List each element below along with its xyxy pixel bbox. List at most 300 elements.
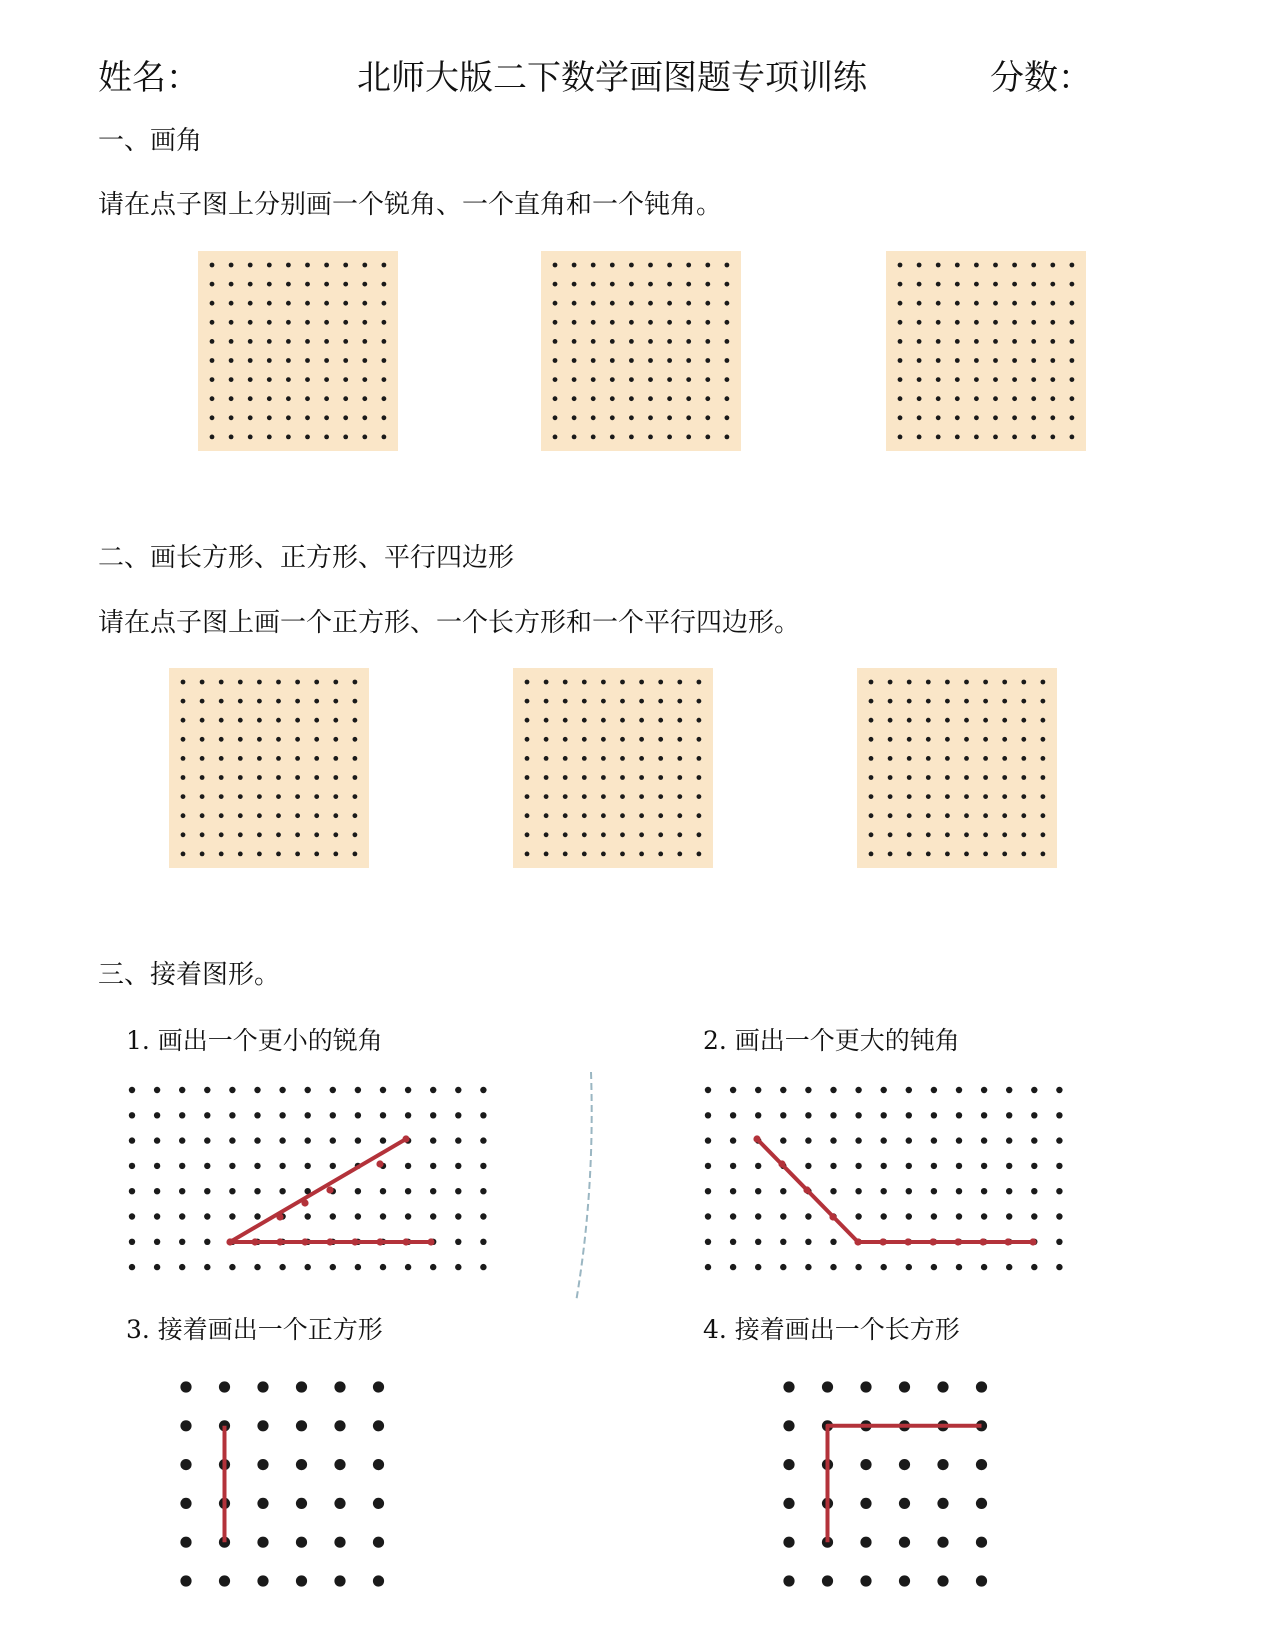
grid-dot [563,680,568,685]
grid-dot [179,1137,185,1143]
grid-dot [154,1188,160,1194]
grid-dot [353,794,358,799]
section1-heading: 一、画角 [98,126,203,156]
grid-dot [855,1264,861,1270]
grid-dot [648,339,653,344]
grid-dot [179,1188,185,1194]
line-vertex-dot [351,1238,358,1245]
grid-dot [563,756,568,761]
grid-dot [629,282,634,287]
grid-dot [917,358,922,363]
grid-dot [888,756,893,761]
grid-dot [917,396,922,401]
grid-dot [610,339,615,344]
grid-dot [677,737,682,742]
grid-dot [279,1163,285,1169]
grid-dot [343,435,348,440]
grid-dot [210,282,215,287]
grid-dot [257,718,262,723]
grid-dot [805,1137,811,1143]
task4-label: 4. 接着画出一个长方形 [703,1315,960,1344]
grid-dot [697,775,702,780]
grid-dot [888,775,893,780]
grid-dot [563,775,568,780]
task2-dot-grid[interactable] [676,1075,1076,1295]
dot-grid-acute[interactable] [198,251,398,451]
grid-dot [229,282,234,287]
grid-dot [353,699,358,704]
grid-dot [983,718,988,723]
grid-dot [295,852,300,857]
grid-dot [179,1087,185,1093]
dot-grid-square[interactable] [169,668,369,868]
grid-dot [705,1264,711,1270]
grid-dot [860,1537,871,1548]
grid-dot [620,737,625,742]
grid-dot [1050,435,1055,440]
grid-dot [229,1112,235,1118]
grid-dot [1031,263,1036,268]
grid-dot [1070,320,1075,325]
grid-dot [917,301,922,306]
grid-dot [926,794,931,799]
grid-dot [730,1137,736,1143]
grid-dot [572,339,577,344]
grid-dot [362,320,367,325]
grid-dot [180,1498,191,1509]
grid-dot [830,1137,836,1143]
grid-dot [248,339,253,344]
grid-dot [563,718,568,723]
grid-dot [936,339,941,344]
grid-dot [343,320,348,325]
line-vertex-dot [326,1186,333,1193]
grid-dot [620,699,625,704]
grid-dot [917,339,922,344]
grid-dot [1021,852,1026,857]
grid-dot [907,775,912,780]
grid-dot [219,756,224,761]
dot-grid-parallelogram[interactable] [857,668,1057,868]
grid-dot [629,415,634,420]
grid-dot [658,794,663,799]
grid-dot [805,1087,811,1093]
grid-dot [154,1239,160,1245]
line-vertex-dot [376,1160,383,1167]
grid-dot [248,358,253,363]
grid-dot [639,852,644,857]
grid-dot [582,680,587,685]
grid-dot [257,1498,268,1509]
task1-label: 1. 画出一个更小的锐角 [126,1026,383,1055]
grid-dot [936,435,941,440]
grid-dot [936,377,941,382]
grid-dot [983,794,988,799]
grid-dot [455,1137,461,1143]
grid-dot [405,1188,411,1194]
grid-dot [937,1459,948,1470]
grid-dot [677,813,682,818]
page-title: 北师大版二下数学画图题专项训练 [357,58,867,98]
grid-dot [956,1213,962,1219]
grid-dot [544,813,549,818]
grid-dot [430,1163,436,1169]
grid-dot [855,1188,861,1194]
grid-dot [1070,415,1075,420]
grid-dot [219,699,224,704]
grid-dot [355,1137,361,1143]
grid-dot [373,1537,384,1548]
grid-dot [725,377,730,382]
grid-dot [881,1087,887,1093]
grid-dot [1070,377,1075,382]
grid-dot [931,1087,937,1093]
grid-dot [907,852,912,857]
grid-dot [591,358,596,363]
line-vertex-dot [904,1238,911,1245]
grid-dot [705,320,710,325]
grid-dot [899,1537,910,1548]
grid-dot [993,320,998,325]
grid-dot [380,1188,386,1194]
grid-dot [229,1264,235,1270]
grid-dot [1041,718,1046,723]
grid-dot [639,775,644,780]
grid-dot [1002,775,1007,780]
grid-dot [254,1137,260,1143]
grid-dot [455,1239,461,1245]
grid-dot [898,301,903,306]
grid-dot [181,680,186,685]
grid-dot [926,737,931,742]
grid-dot [974,263,979,268]
grid-dot [906,1137,912,1143]
grid-dot [855,1163,861,1169]
grid-dot [154,1163,160,1169]
grid-dot [254,1213,260,1219]
grid-dot [601,852,606,857]
grid-dot [926,756,931,761]
grid-dot [805,1163,811,1169]
grid-dot [295,813,300,818]
grid-dot [296,1459,307,1470]
grid-dot [480,1112,486,1118]
grid-dot [563,737,568,742]
grid-dot [629,435,634,440]
grid-dot [629,339,634,344]
grid-dot [279,1137,285,1143]
grid-dot [1012,396,1017,401]
dot-grid-svg [169,668,369,868]
grid-dot [667,301,672,306]
grid-dot [1031,1112,1037,1118]
task3-dot-grid[interactable] [100,1365,660,1620]
grid-dot [525,813,530,818]
grid-dot [629,358,634,363]
grid-dot [906,1112,912,1118]
grid-dot [355,1112,361,1118]
grid-dot [601,832,606,837]
grid-dot [305,1213,311,1219]
grid-dot [333,756,338,761]
grid-dot [544,852,549,857]
grid-dot [620,680,625,685]
grid-dot [686,358,691,363]
grid-dot [254,1188,260,1194]
task4-dot-grid[interactable] [676,1365,1016,1620]
grid-dot [981,1112,987,1118]
grid-dot [286,320,291,325]
grid-dot [955,415,960,420]
grid-dot [705,358,710,363]
grid-dot [855,1137,861,1143]
grid-dot [936,263,941,268]
dot-grid-right[interactable] [541,251,741,451]
grid-dot [362,377,367,382]
grid-dot [658,832,663,837]
grid-dot [382,415,387,420]
grid-dot [200,832,205,837]
dot-grid-rectangle[interactable] [513,668,713,868]
grid-dot [937,1537,948,1548]
grid-dot [983,737,988,742]
grid-dot [405,1112,411,1118]
grid-dot [480,1188,486,1194]
grid-dot [305,282,310,287]
grid-dot [937,1381,948,1392]
grid-dot [917,282,922,287]
grid-dot [238,737,243,742]
grid-dot [480,1087,486,1093]
grid-dot [257,1381,268,1392]
grid-dot [667,282,672,287]
grid-dot [993,263,998,268]
grid-dot [276,680,281,685]
grid-dot [254,1163,260,1169]
grid-dot [976,1459,987,1470]
grid-dot [334,1381,345,1392]
grid-dot [898,415,903,420]
grid-dot [830,1163,836,1169]
grid-dot [181,852,186,857]
grid-dot [926,718,931,723]
grid-dot [343,282,348,287]
grid-dot [1002,813,1007,818]
grid-dot [330,1213,336,1219]
grid-dot [257,680,262,685]
grid-dot [204,1087,210,1093]
grid-dot [210,377,215,382]
grid-dot [180,1537,191,1548]
line-vertex-dot [979,1238,986,1245]
grid-dot [974,377,979,382]
grid-dot [324,263,329,268]
grid-dot [620,756,625,761]
grid-dot [380,1213,386,1219]
grid-dot [888,832,893,837]
grid-dot [129,1087,135,1093]
grid-dot [955,263,960,268]
grid-dot [983,680,988,685]
grid-dot [1070,339,1075,344]
grid-dot [993,377,998,382]
grid-dot [730,1087,736,1093]
grid-dot [1031,415,1036,420]
grid-dot [956,1163,962,1169]
grid-dot [380,1087,386,1093]
grid-dot [610,377,615,382]
grid-dot [936,415,941,420]
grid-dot [620,832,625,837]
score-label: 分数： [990,58,1092,98]
grid-dot [937,1575,948,1586]
grid-dot [830,1188,836,1194]
task3-figure [100,1365,660,1620]
grid-dot [314,680,319,685]
grid-dot [1056,1087,1062,1093]
grid-dot [976,1537,987,1548]
grid-dot [380,1264,386,1270]
grid-dot [525,852,530,857]
grid-dot [267,358,272,363]
grid-dot [1031,320,1036,325]
task1-dot-grid[interactable] [100,1075,500,1295]
grid-dot [648,301,653,306]
grid-dot [334,1420,345,1431]
grid-dot [295,737,300,742]
grid-dot [276,756,281,761]
grid-dot [1070,301,1075,306]
grid-dot [343,415,348,420]
grid-dot [229,1188,235,1194]
grid-dot [639,832,644,837]
grid-dot [200,699,205,704]
grid-dot [1050,358,1055,363]
grid-dot [705,263,710,268]
grid-dot [314,813,319,818]
grid-dot [907,680,912,685]
dot-grid-svg [198,251,398,451]
grid-dot [525,756,530,761]
grid-dot [881,1213,887,1219]
grid-dot [639,794,644,799]
grid-dot [648,263,653,268]
grid-dot [697,852,702,857]
grid-dot [279,1087,285,1093]
grid-dot [881,1163,887,1169]
grid-dot [430,1188,436,1194]
grid-dot [1056,1264,1062,1270]
grid-dot [267,339,272,344]
line-vertex-dot [854,1238,861,1245]
grid-dot [917,263,922,268]
grid-dot [553,282,558,287]
line-vertex-dot [276,1213,283,1220]
grid-dot [572,301,577,306]
grid-dot [610,301,615,306]
grid-dot [286,396,291,401]
grid-dot [210,339,215,344]
grid-dot [964,794,969,799]
grid-dot [179,1264,185,1270]
grid-dot [333,699,338,704]
grid-dot [219,832,224,837]
grid-dot [480,1264,486,1270]
grid-dot [544,794,549,799]
grid-dot [1006,1264,1012,1270]
grid-dot [1070,282,1075,287]
grid-dot [563,794,568,799]
grid-dot [898,358,903,363]
grid-dot [955,358,960,363]
grid-dot [544,756,549,761]
line-vertex-dot [376,1238,383,1245]
grid-dot [248,263,253,268]
grid-dot [983,813,988,818]
grid-dot [610,282,615,287]
grid-dot [899,1498,910,1509]
grid-dot [725,396,730,401]
grid-dot [931,1137,937,1143]
grid-dot [1041,775,1046,780]
grid-dot [355,1264,361,1270]
grid-dot [686,396,691,401]
section2-heading: 二、画长方形、正方形、平行四边形 [98,543,515,573]
grid-dot [936,320,941,325]
grid-dot [591,415,596,420]
grid-dot [1031,1264,1037,1270]
grid-dot [1002,680,1007,685]
grid-dot [480,1213,486,1219]
dot-grid-svg [541,251,741,451]
grid-dot [480,1239,486,1245]
dot-grid-obtuse[interactable] [886,251,1086,451]
grid-dot [1050,320,1055,325]
grid-dot [964,680,969,685]
task4-figure [676,1365,1016,1620]
grid-dot [898,320,903,325]
grid-dot [286,415,291,420]
grid-dot [805,1112,811,1118]
grid-dot [553,339,558,344]
grid-dot [730,1239,736,1245]
grid-dot [154,1264,160,1270]
grid-dot [898,435,903,440]
grid-dot [780,1264,786,1270]
grid-dot [755,1239,761,1245]
grid-dot [705,1213,711,1219]
grid-dot [324,415,329,420]
grid-dot [610,358,615,363]
grid-dot [869,852,874,857]
grid-dot [601,737,606,742]
grid-dot [945,718,950,723]
grid-dot [229,1163,235,1169]
grid-dot [1006,1163,1012,1169]
grid-dot [705,301,710,306]
grid-dot [926,775,931,780]
grid-dot [855,1112,861,1118]
grid-dot [248,396,253,401]
grid-dot [330,1163,336,1169]
grid-dot [181,832,186,837]
grid-dot [888,794,893,799]
grid-dot [286,339,291,344]
grid-dot [305,1112,311,1118]
grid-dot [705,282,710,287]
grid-dot [582,813,587,818]
grid-dot [783,1381,794,1392]
